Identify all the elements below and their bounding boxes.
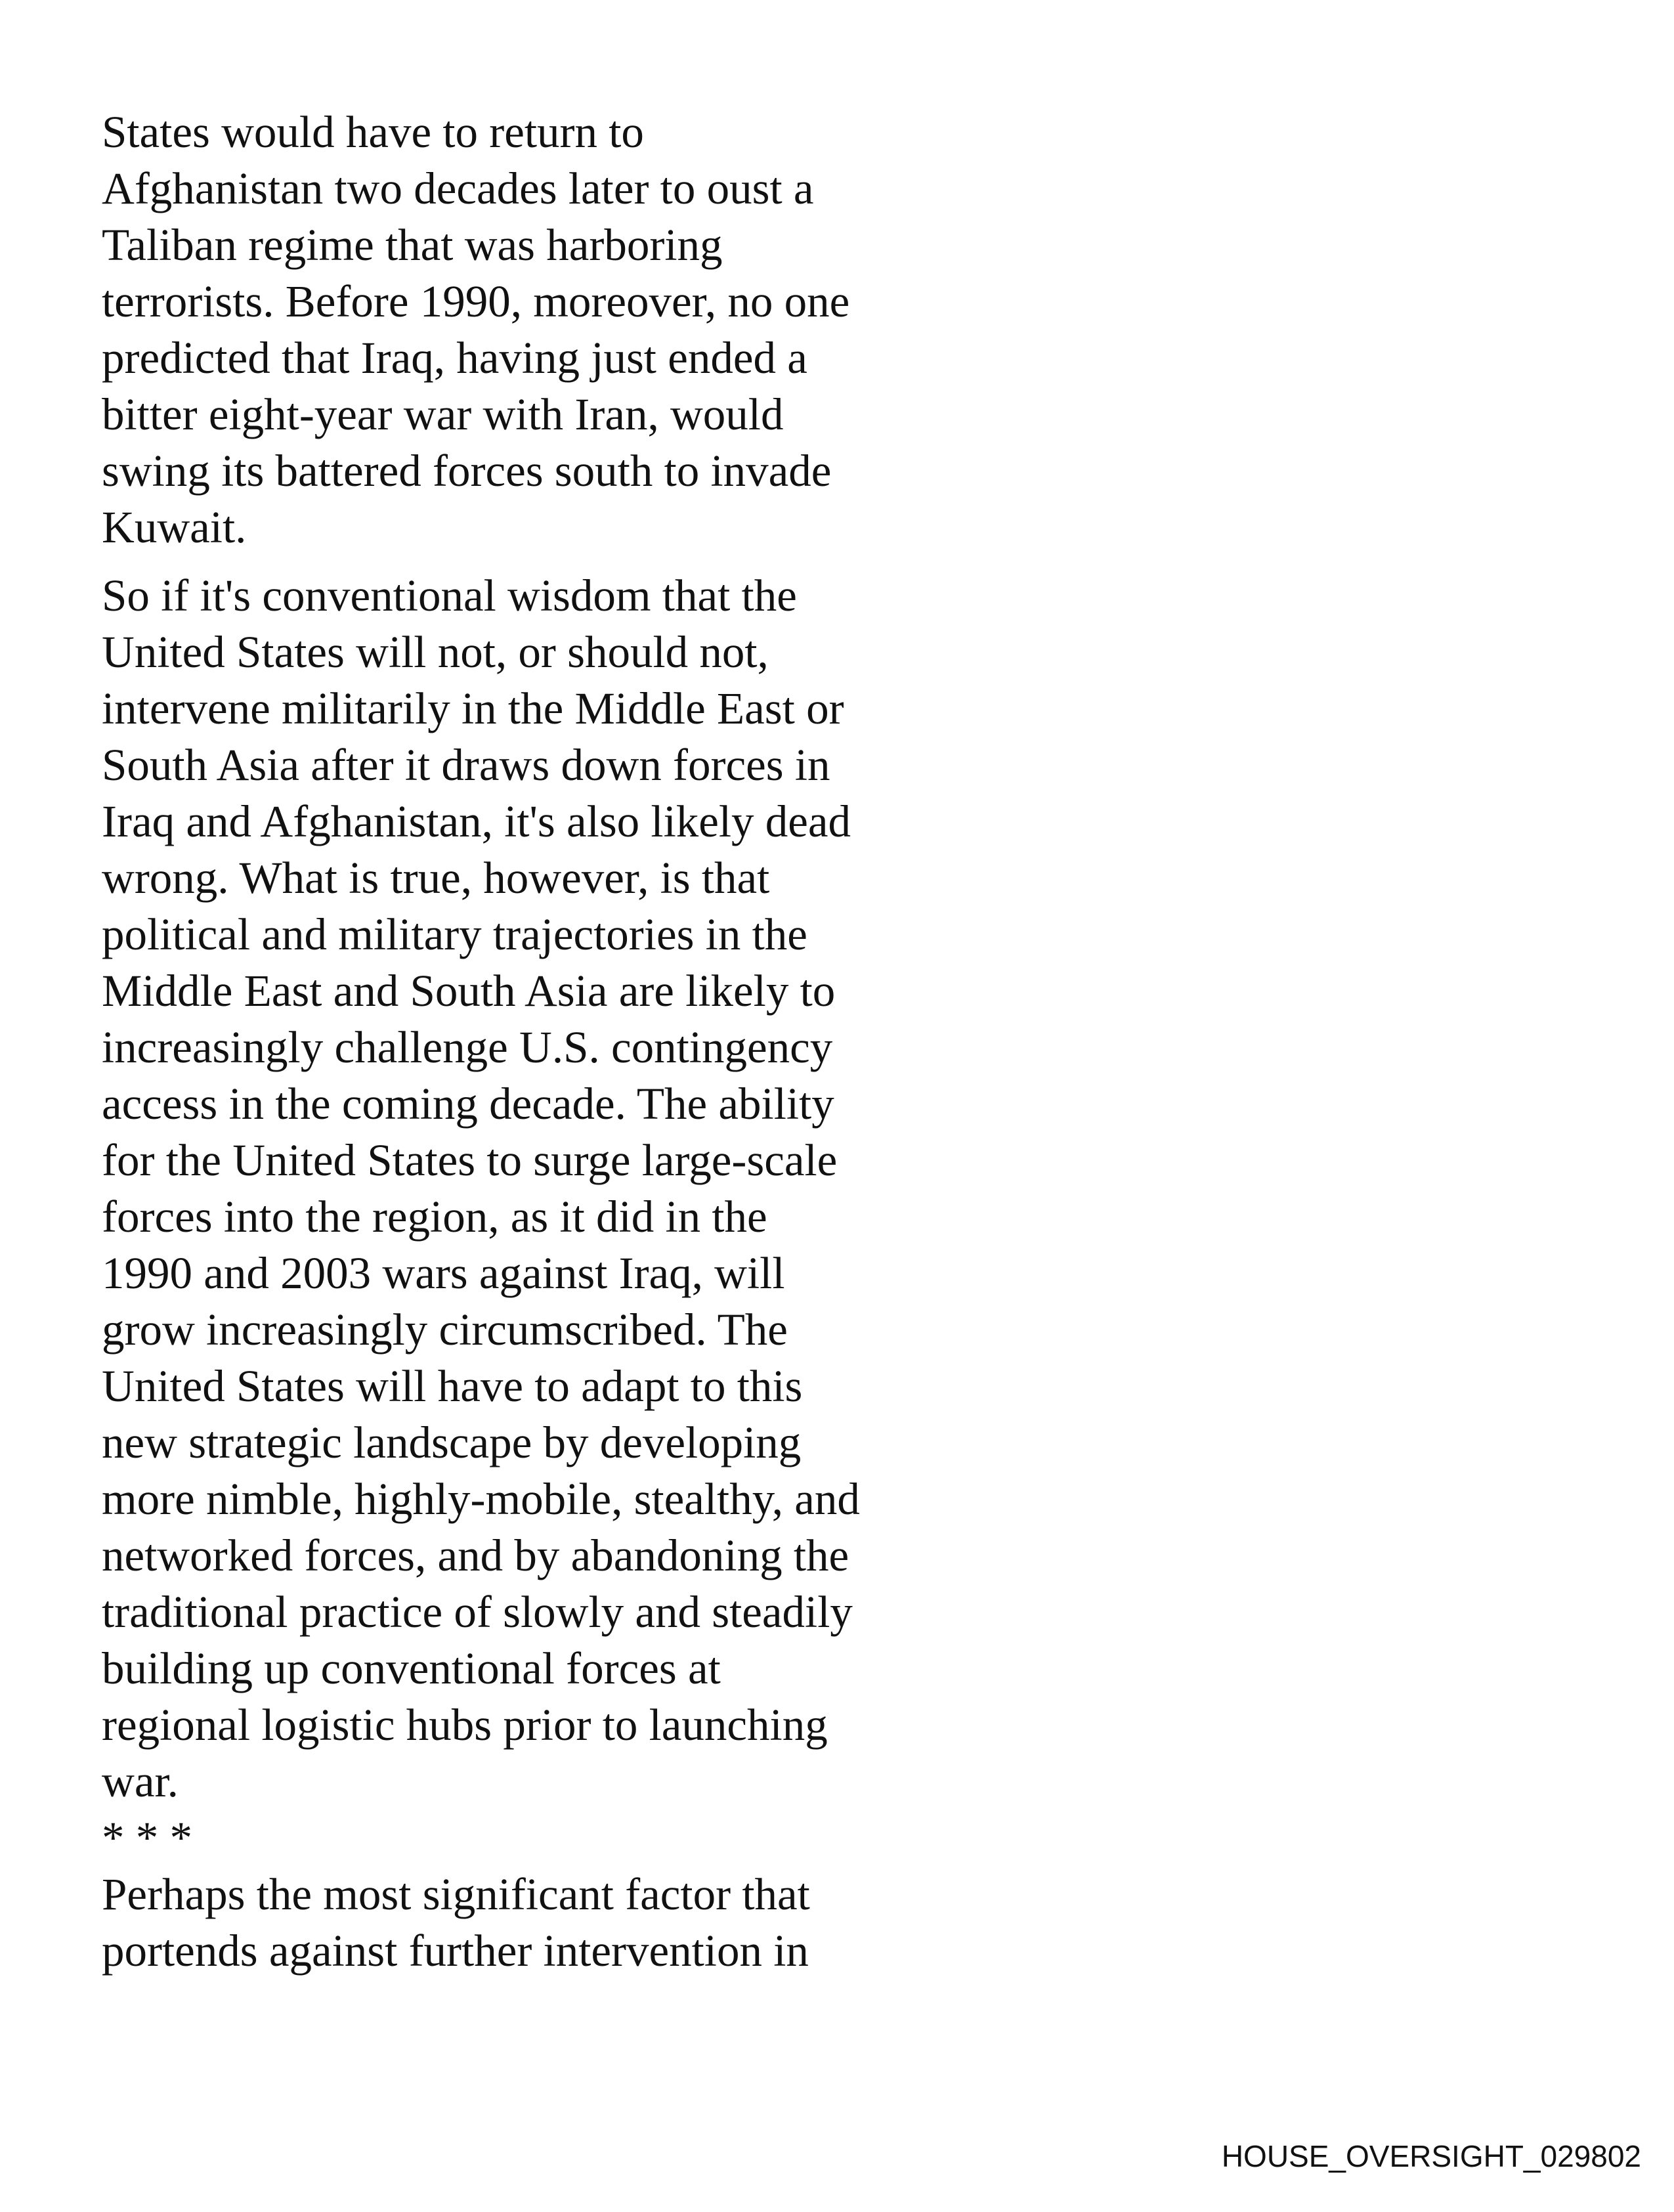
text-line: grow increasingly circumscribed. The bbox=[102, 1305, 788, 1355]
text-line: 1990 and 2003 wars against Iraq, will bbox=[102, 1248, 785, 1298]
text-line: Taliban regime that was harboring bbox=[102, 220, 723, 270]
text-line: intervene militarily in the Middle East or bbox=[102, 683, 844, 733]
paragraph-3 bbox=[102, 1866, 949, 1979]
text-line: political and military trajectories in the bbox=[102, 909, 807, 959]
text-line: Kuwait. bbox=[102, 502, 247, 552]
text-line: United States will not, or should not, bbox=[102, 627, 769, 677]
text-line: So if it's conventional wisdom that the bbox=[102, 571, 797, 620]
section-separator: * * * bbox=[102, 1813, 192, 1863]
text-line: South Asia after it draws down forces in bbox=[102, 740, 830, 790]
text-line: for the United States to surge large-scale bbox=[102, 1135, 838, 1185]
text-line: war. bbox=[102, 1756, 179, 1806]
text-line: traditional practice of slowly and steadily bbox=[102, 1587, 853, 1637]
text-line: building up conventional forces at bbox=[102, 1643, 721, 1693]
text-line: forces into the region, as it did in the bbox=[102, 1192, 767, 1242]
body-text bbox=[102, 104, 949, 1979]
text-line: more nimble, highly-mobile, stealthy, and bbox=[102, 1474, 860, 1524]
paragraph-2 bbox=[102, 567, 949, 1810]
text-line: portends against further intervention in bbox=[102, 1926, 809, 1976]
text-line: networked forces, and by abandoning the bbox=[102, 1530, 849, 1580]
text-line: Middle East and South Asia are likely to bbox=[102, 966, 836, 1016]
text-line: predicted that Iraq, having just ended a bbox=[102, 333, 807, 383]
text-line: States would have to return to bbox=[102, 107, 644, 157]
text-line: swing its battered forces south to invade bbox=[102, 446, 832, 496]
text-line: wrong. What is true, however, is that bbox=[102, 853, 770, 903]
text-line: terrorists. Before 1990, moreover, no one bbox=[102, 276, 850, 326]
text-line: Iraq and Afghanistan, it's also likely dead bbox=[102, 796, 851, 846]
text-line: new strategic landscape by developing bbox=[102, 1418, 802, 1467]
text-line: Afghanistan two decades later to oust a bbox=[102, 163, 814, 213]
text-line: access in the coming decade. The ability bbox=[102, 1079, 834, 1129]
text-line: Perhaps the most significant factor that bbox=[102, 1869, 810, 1919]
paragraph-1 bbox=[102, 104, 949, 555]
text-line: bitter eight-year war with Iran, would bbox=[102, 389, 784, 439]
text-line: regional logistic hubs prior to launching bbox=[102, 1700, 828, 1750]
text-line: United States will have to adapt to this bbox=[102, 1361, 803, 1411]
text-line: increasingly challenge U.S. contingency bbox=[102, 1022, 833, 1072]
document-id-stamp: HOUSE_OVERSIGHT_029802 bbox=[1221, 2139, 1641, 2173]
